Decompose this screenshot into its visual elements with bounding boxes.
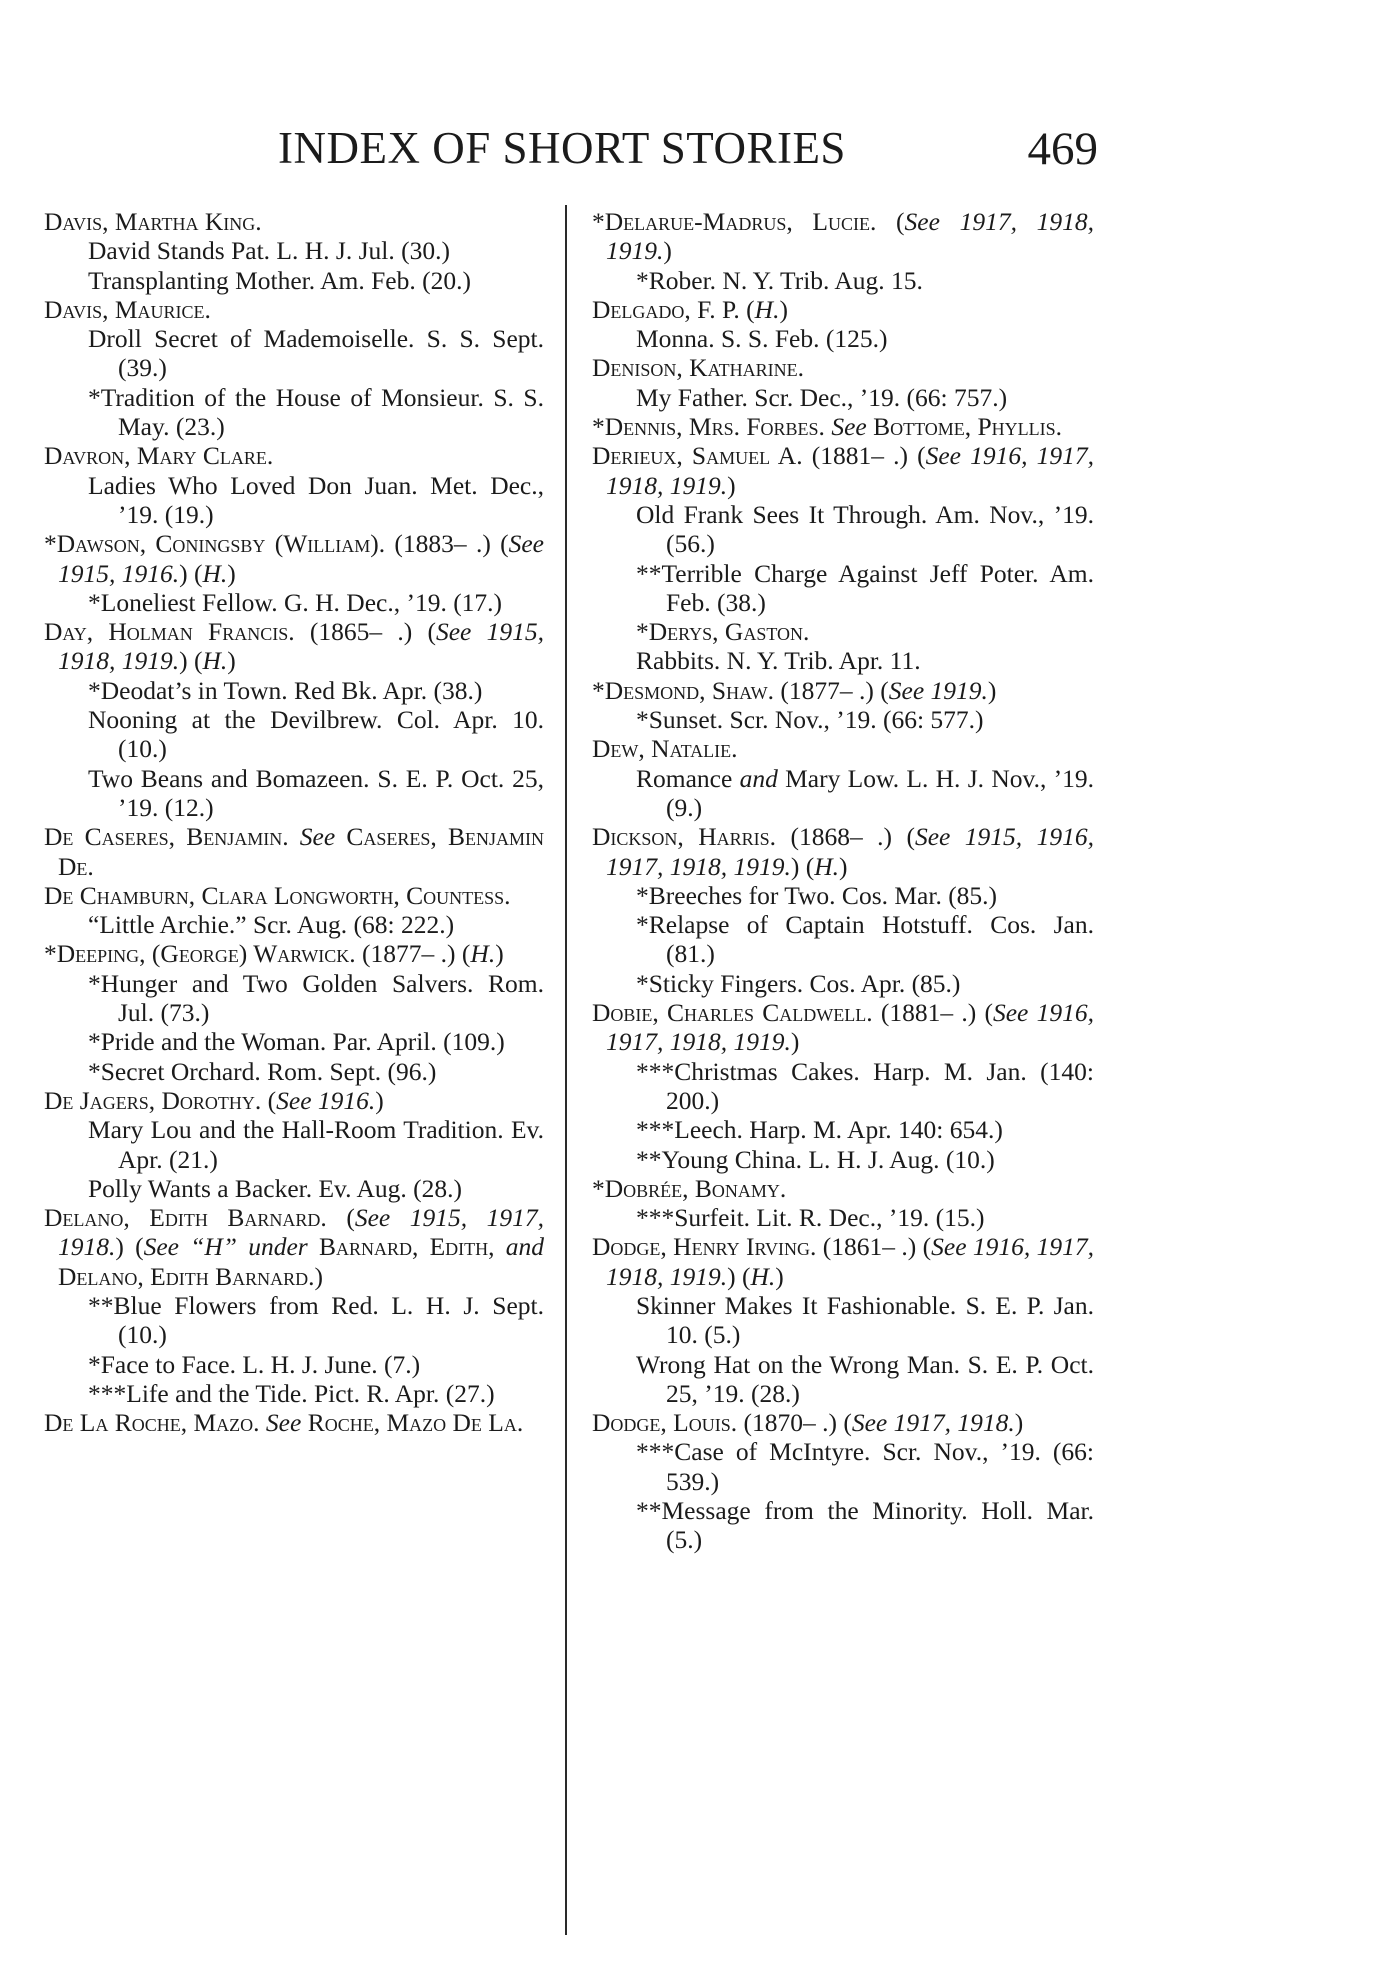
index-author-entry: *Deeping, (George) Warwick. (1877– .) (H.): [44, 939, 504, 969]
index-story-entry: *Tradition of the House of Monsieur. S. S. May. (23.): [88, 382, 544, 442]
index-story-entry: Polly Wants a Backer. Ev. Aug. (28.): [88, 1173, 463, 1203]
index-story-entry: *Face to Face. L. H. J. June. (7.): [88, 1349, 421, 1379]
index-author-entry: *Dawson, Coningsby (William). (1883– .) (See 1915, 1916.) (H.): [44, 529, 544, 588]
index-story-entry: Romance and Mary Low. L. H. J. Nov., ’19. (9.): [636, 763, 1094, 822]
index-author-entry: *Dennis, Mrs. Forbes. See Bottome, Phyllis.: [592, 412, 1063, 442]
index-author-entry: De Caseres, Benjamin. See Caseres, Benjamin De.: [44, 822, 544, 881]
index-author-entry: Dodge, Louis. (1870– .) (See 1917, 1918.): [592, 1408, 1024, 1438]
index-story-entry: **Message from the Minority. Holl. Mar. (5.): [636, 1496, 1094, 1555]
column-divider: [565, 205, 567, 1935]
index-author-entry: Dickson, Harris. (1868– .) (See 1915, 1916, 1917, 1918, 1919.) (H.): [592, 822, 1094, 881]
index-author-entry: Davis, Maurice.: [44, 294, 211, 324]
index-story-entry: ***Case of McIntyre. Scr. Nov., ’19. (66: 539.): [636, 1437, 1094, 1496]
index-story-entry: ***Surfeit. Lit. R. Dec., ’19. (15.): [636, 1203, 985, 1233]
index-author-entry: *Desmond, Shaw. (1877– .) (See 1919.): [592, 675, 997, 705]
index-story-entry: ***Life and the Tide. Pict. R. Apr. (27.): [88, 1378, 495, 1408]
index-story-entry: Monna. S. S. Feb. (125.): [636, 324, 888, 354]
index-author-entry: Dobie, Charles Caldwell. (1881– .) (See 1916, 1917, 1918, 1919.): [592, 998, 1094, 1057]
index-story-entry: ***Christmas Cakes. Harp. M. Jan. (140: 200.): [636, 1056, 1094, 1115]
index-story-entry: **Blue Flowers from Red. L. H. J. Sept. (10.): [88, 1290, 544, 1350]
index-author-entry: Delano, Edith Barnard. (See 1915, 1917, 1918.) (See “H” under Barnard, Edith, and Delano, Edith Barnard.): [44, 1203, 545, 1291]
index-story-entry: Skinner Makes It Fashionable. S. E. P. Jan. 10. (5.): [636, 1290, 1094, 1350]
index-story-entry: Two Beans and Bomazeen. S. E. P. Oct. 25, ’19. (12.): [88, 763, 544, 822]
index-story-entry: **Terrible Charge Against Jeff Poter. Am. Feb. (38.): [636, 558, 1094, 617]
index-story-entry: *Deodat’s in Town. Red Bk. Apr. (38.): [88, 675, 483, 705]
index-story-entry: Old Frank Sees It Through. Am. Nov., ’19. (56.): [636, 499, 1094, 559]
index-story-entry: Transplanting Mother. Am. Feb. (20.): [88, 265, 471, 295]
index-author-entry: Dodge, Henry Irving. (1861– .) (See 1916, 1917, 1918, 1919.) (H.): [592, 1232, 1095, 1291]
index-author-entry: Dew, Natalie.: [592, 734, 738, 764]
index-story-entry: *Sticky Fingers. Cos. Apr. (85.): [636, 968, 961, 998]
index-story-entry: David Stands Pat. L. H. J. Jul. (30.): [88, 236, 450, 266]
index-author-entry: De La Roche, Mazo. See Roche, Mazo De La.: [44, 1408, 524, 1438]
index-story-entry: “Little Archie.” Scr. Aug. (68: 222.): [88, 910, 455, 940]
index-story-entry: Rabbits. N. Y. Trib. Apr. 11.: [636, 646, 921, 676]
index-author-entry: *Delarue-Madrus, Lucie. (See 1917, 1918, 1919.): [592, 207, 1095, 266]
index-story-entry: ***Leech. Harp. M. Apr. 140: 654.): [636, 1115, 1003, 1145]
index-story-entry: **Young China. L. H. J. Aug. (10.): [636, 1144, 995, 1174]
index-author-entry: Davron, Mary Clare.: [44, 441, 274, 471]
index-column-left: [44, 207, 544, 1437]
page-header: [278, 122, 1098, 182]
index-story-entry: Ladies Who Loved Don Juan. Met. Dec., ’19. (19.): [88, 470, 544, 529]
index-story-entry: *Secret Orchard. Rom. Sept. (96.): [88, 1056, 437, 1086]
index-author-entry: Davis, Martha King.: [44, 207, 262, 236]
index-story-entry: *Derys, Gaston.: [636, 617, 810, 647]
page-number: 469: [1027, 123, 1098, 175]
index-story-entry: Wrong Hat on the Wrong Man. S. E. P. Oct. 25, ’19. (28.): [636, 1349, 1094, 1408]
index-author-entry: Delgado, F. P. (H.): [592, 294, 788, 324]
index-story-entry: *Breeches for Two. Cos. Mar. (85.): [636, 880, 998, 910]
index-story-entry: *Hunger and Two Golden Salvers. Rom. Jul. (73.): [88, 968, 544, 1028]
index-story-entry: *Relapse of Captain Hotstuff. Cos. Jan. (81.): [636, 910, 1094, 969]
index-story-entry: Droll Secret of Mademoiselle. S. S. Sept. (39.): [88, 324, 544, 383]
index-author-entry: Denison, Katharine.: [592, 353, 804, 383]
index-author-entry: De Chamburn, Clara Longworth, Countess.: [44, 880, 511, 910]
index-story-entry: Mary Lou and the Hall-Room Tradition. Ev. Apr. (21.): [88, 1115, 544, 1174]
index-story-entry: Nooning at the Devilbrew. Col. Apr. 10. (10.): [88, 705, 544, 764]
index-author-entry: De Jagers, Dorothy. (See 1916.): [44, 1085, 384, 1115]
index-story-entry: *Rober. N. Y. Trib. Aug. 15.: [636, 265, 923, 295]
index-author-entry: Derieux, Samuel A. (1881– .) (See 1916, 1917, 1918, 1919.): [592, 441, 1095, 500]
index-story-entry: My Father. Scr. Dec., ’19. (66: 757.): [636, 382, 1008, 412]
index-column-right: [592, 207, 1094, 1555]
index-author-entry: *Dobrée, Bonamy.: [592, 1173, 787, 1203]
index-author-entry: Day, Holman Francis. (1865– .) (See 1915, 1918, 1919.) (H.): [44, 617, 544, 676]
index-story-entry: *Loneliest Fellow. G. H. Dec., ’19. (17.): [88, 587, 503, 617]
index-story-entry: *Sunset. Scr. Nov., ’19. (66: 577.): [636, 705, 984, 735]
index-story-entry: *Pride and the Woman. Par. April. (109.): [88, 1027, 505, 1057]
page-title: INDEX OF SHORT STORIES: [278, 123, 846, 173]
